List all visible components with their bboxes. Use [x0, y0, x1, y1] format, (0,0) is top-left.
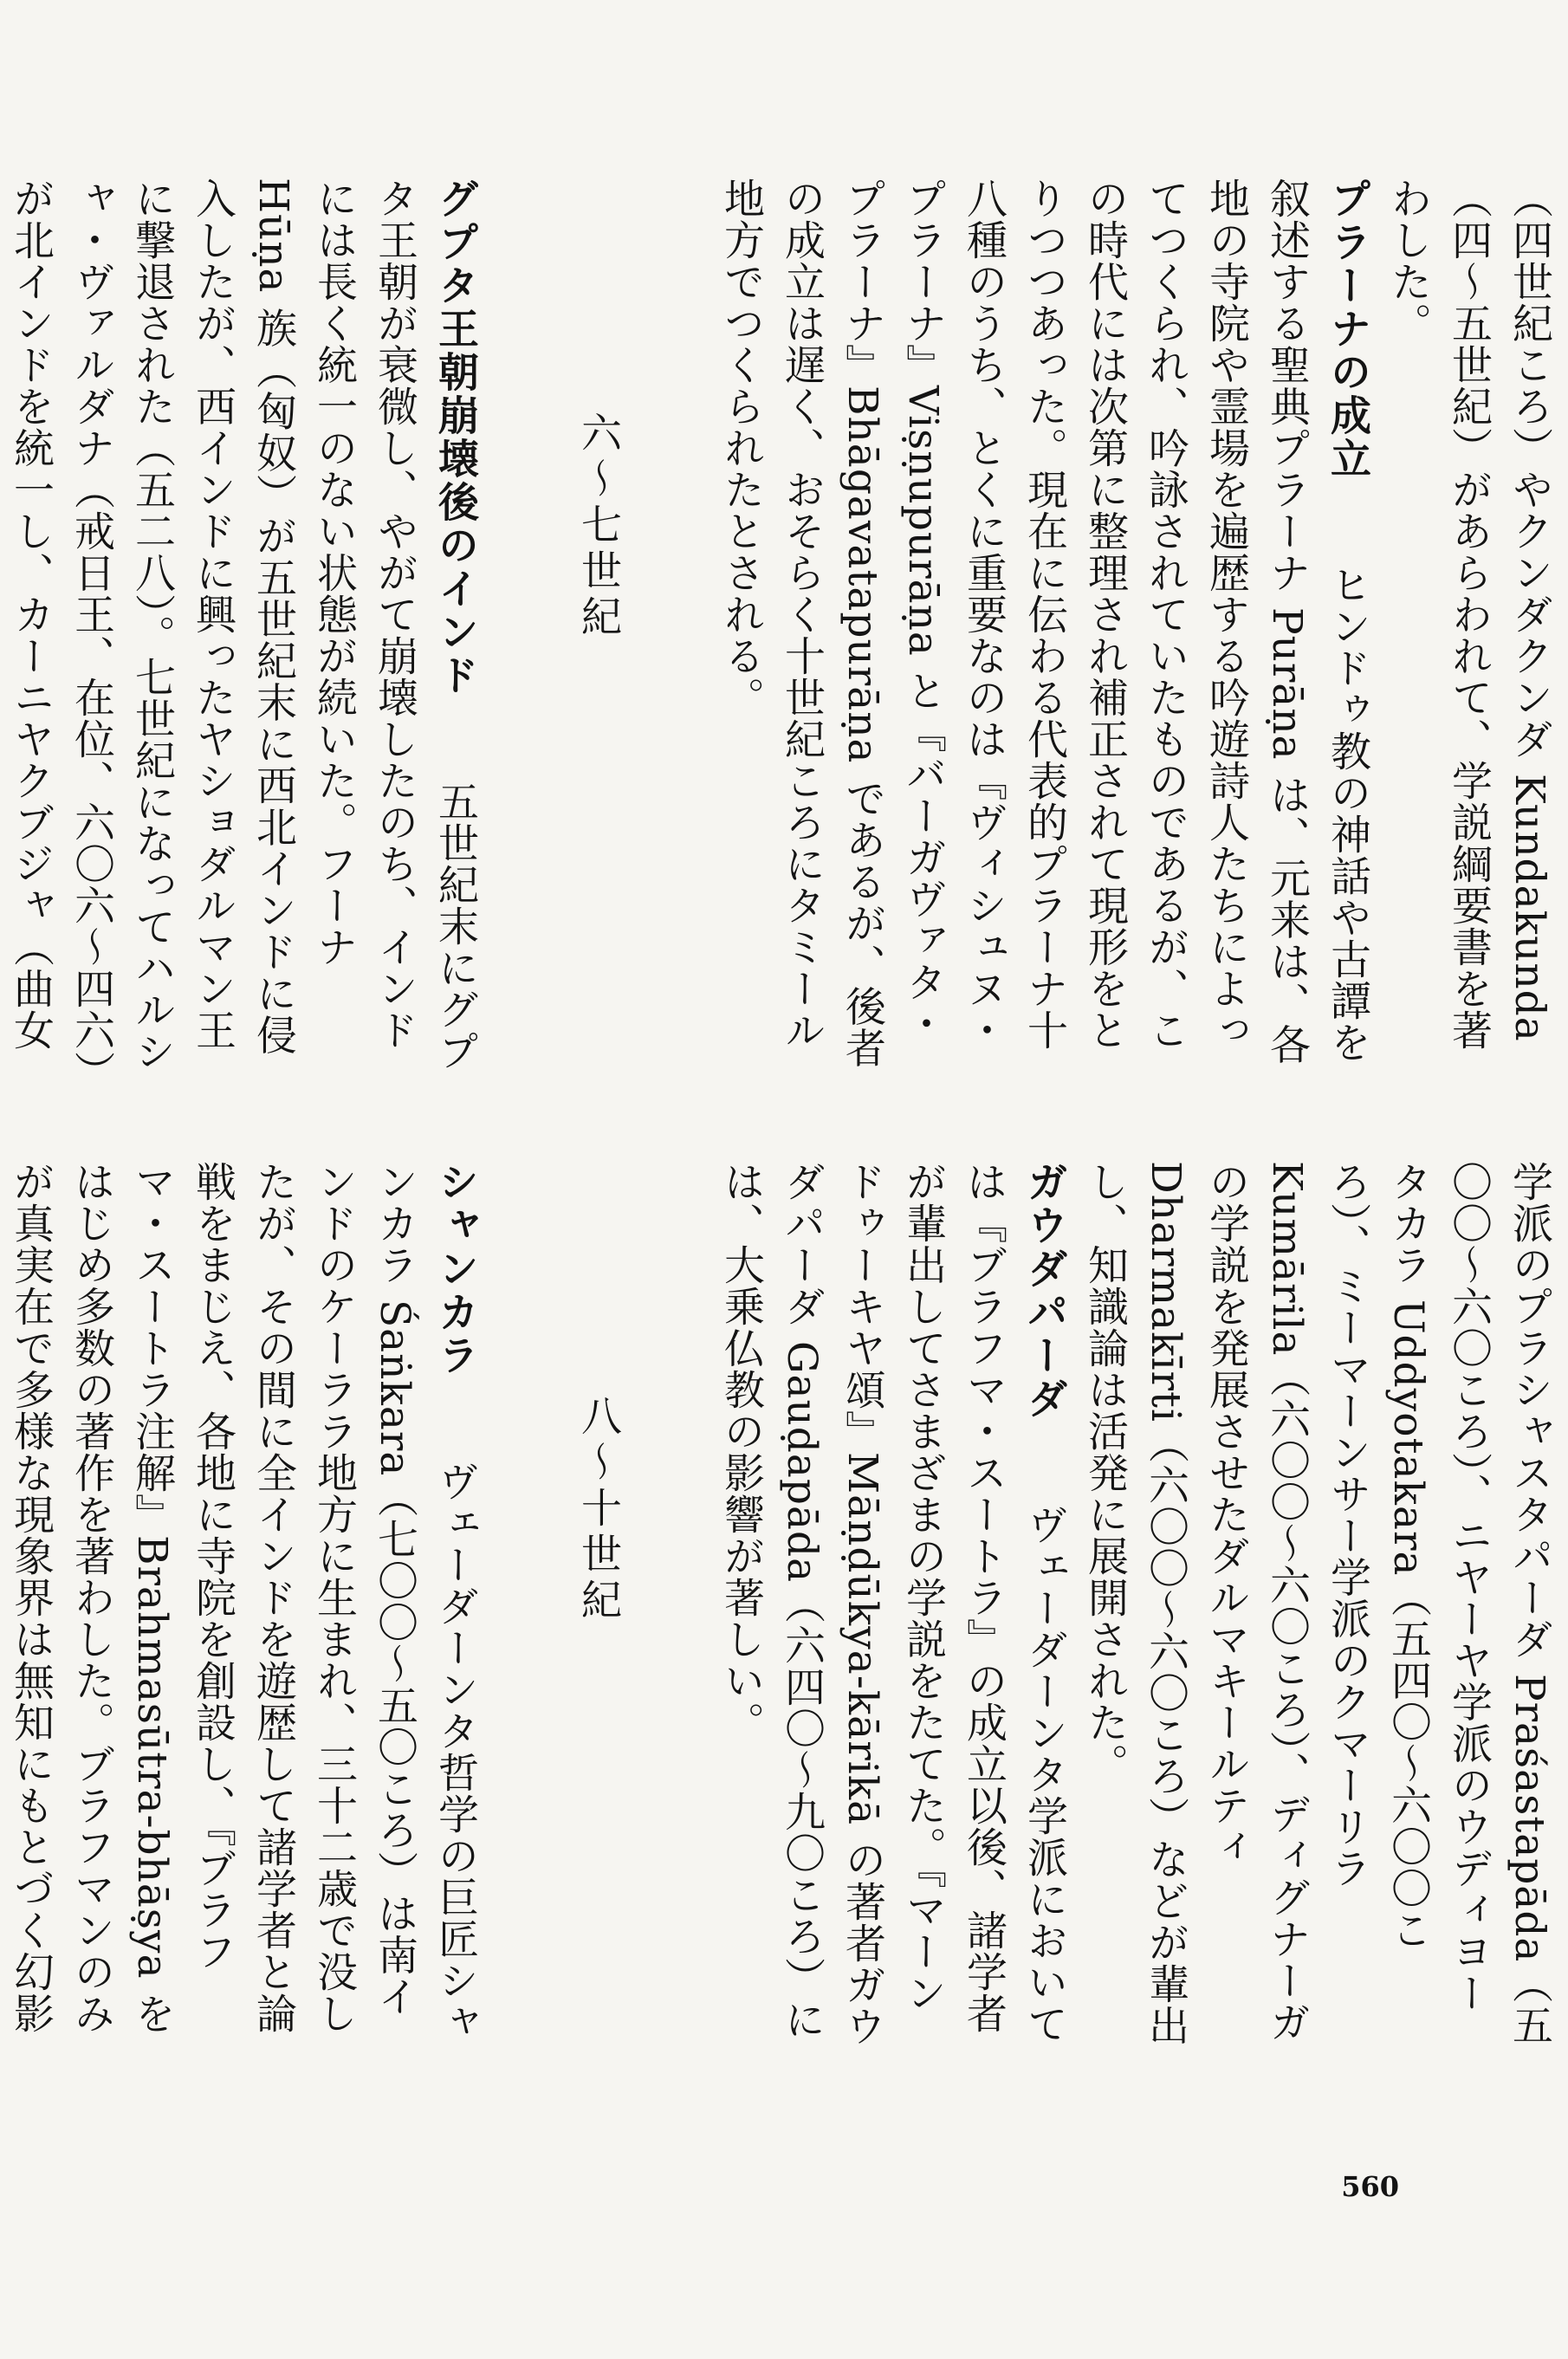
section-title: 六〜七世紀 — [574, 412, 622, 641]
paragraph — [0, 1161, 485, 2053]
paragraph-body: 五世紀末にグプタ王朝が衰微し、やがて崩壊したのち、インドには長く統一のない状態が続いた。フーナ Hūṇa 族（匈奴）が五世紀末に西北インドに侵入したが、西インドに興ったヤショダルマン王に撃退された（五二八）。七世紀になってハルシャ・ヴァルダナ（戒日王、在位、六〇六〜四六）が北インドを統一し、カーニヤクブジャ（曲女 — [7, 178, 479, 1073]
subheading: ガウダパーダ — [1020, 1161, 1068, 1421]
section-title: 八〜十世紀 — [574, 1395, 622, 1624]
lower-text-block — [7, 1161, 1559, 2053]
upper-text-block — [7, 178, 1559, 1079]
paragraph-body: ヴェーダーンタ学派においては『ブラフマ・スートラ』の成立以後、諸学者が輩出してさまざまの学説をたてた。『マーンドゥーキヤ頌』Māṇḍūkya-kārikā の著者ガウダパーダ Gauḍapāda（六四〇〜九〇ころ）には、大乗仏教の影響が著しい。 — [717, 1161, 1068, 2048]
paragraph — [710, 178, 1377, 1079]
paragraph: 学派のプラシャスタパーダ Praśastapāda（五〇〇〜六〇ころ）、ニヤーヤ学派のウディヨータカラ Uddyotakara（五四〇〜六〇〇ころ）、ミーマーンサー学派のクマーリラ Kumārila（六〇〇〜六〇ころ）、ディグナーガの学説を発展させたダルマキールティ Dharmakīrti（六〇〇〜六〇ころ）などが輩出し、知識論は活発に展開された。 — [1081, 1161, 1553, 2046]
paragraph — [710, 1161, 1074, 2053]
paragraph — [0, 178, 485, 1079]
paragraph-body: ヴェーダーンタ哲学の巨匠シャンカラ Śaṅkara（七〇〇〜五〇ころ）は南インドのケーララ地方に生まれ、三十二歳で没したが、その間に全インドを遊歴して諸学者と論戦をまじえ、各地に寺院を創設し、『ブラフマ・スートラ注解』Brahmasūtra-bhāṣya をはじめ多数の著作を著わした。ブラフマンのみが真実在で多様な現象界は無知にもとづく幻影 — [7, 1161, 479, 2043]
page-number: 560 — [1341, 2170, 1399, 2203]
paragraph: （四世紀ころ）やクンダクンダ Kundakunda（四〜五世紀）があらわれて、学説綱要書を著わした。 — [1384, 178, 1553, 1051]
subheading: シャンカラ — [431, 1161, 479, 1377]
subheading: プラーナの成立 — [1324, 178, 1371, 481]
subheading: グプタ王朝崩壊後のインド — [431, 178, 479, 697]
paragraph-body: ヒンドゥ教の神話や古譚を叙述する聖典プラーナ Purāṇa は、元来は、各地の寺院や霊場を遍歴する吟遊詩人たちによってつくられ、吟詠されていたものであるが、この時代には次第に整理され補正されて現形をとりつつあった。現在に伝わる代表的プラーナ十八種のうち、とくに重要なのは『ヴィシュヌ・プラーナ』Viṣṇupurāṇa と『バーガヴァタ・プラーナ』Bhāgavatapurāṇa であるが、後者の成立は遅く、おそらく十世紀ころにタミール地方でつくられたとされる。 — [717, 178, 1371, 1069]
